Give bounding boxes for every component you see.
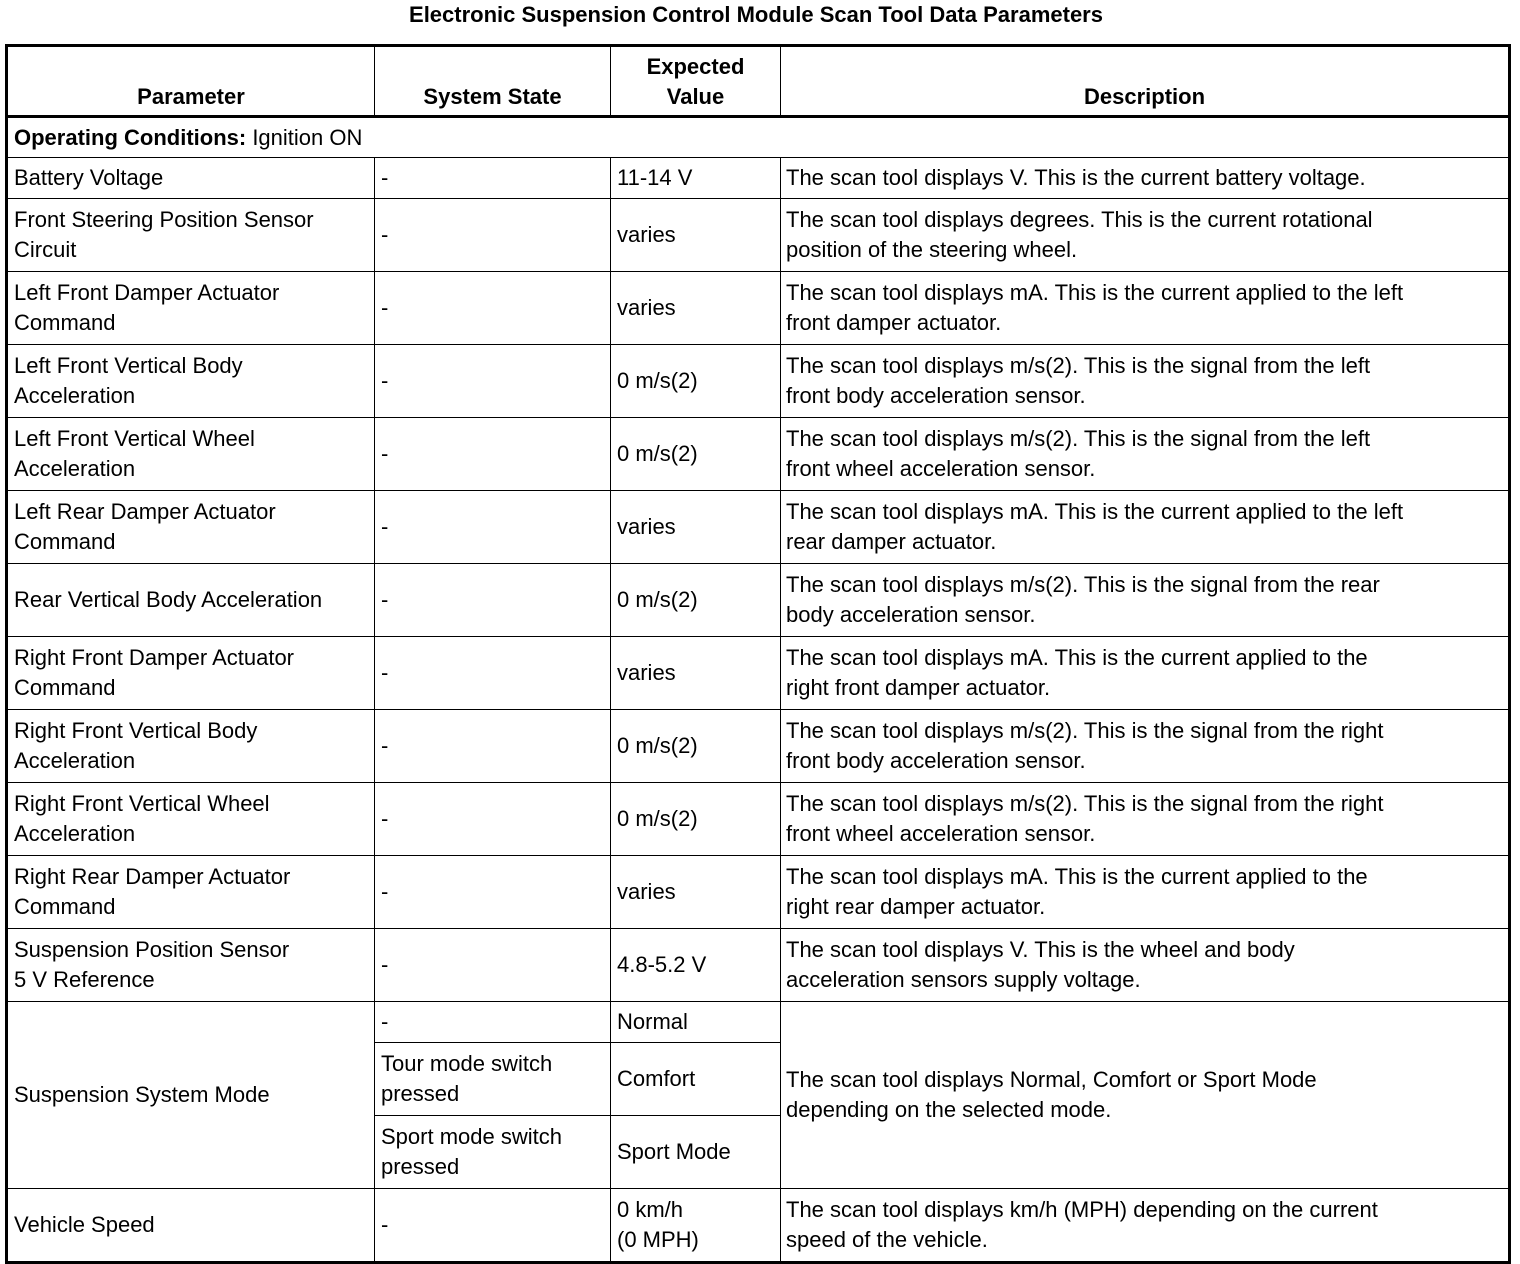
- parameter-cell: Battery Voltage: [7, 158, 375, 199]
- description-line: right rear damper actuator.: [786, 894, 1046, 919]
- table-row: [7, 345, 1510, 418]
- value-cell: varies: [611, 856, 781, 929]
- description-cell: [781, 637, 1510, 710]
- state-cell: -: [375, 158, 611, 199]
- parameter-cell: [7, 783, 375, 856]
- table-row: [7, 710, 1510, 783]
- parameter-line: Acceleration: [14, 821, 136, 846]
- value-line: (0 MPH): [617, 1227, 699, 1252]
- table-row: [7, 491, 1510, 564]
- description-line: The scan tool displays m/s(2). This is the signal from the left: [786, 426, 1371, 451]
- parameter-line: Command: [14, 529, 116, 554]
- table-row: [7, 564, 1510, 637]
- value-cell: 0 m/s(2): [611, 418, 781, 491]
- parameter-cell: [7, 710, 375, 783]
- parameter-line: Right Front Vertical Body: [14, 718, 258, 743]
- value-cell: 11-14 V: [611, 158, 781, 199]
- header-system-state: System State: [375, 46, 611, 117]
- state-cell: -: [375, 199, 611, 272]
- description-cell: [781, 1002, 1510, 1189]
- state-line: Sport mode switch: [381, 1124, 562, 1149]
- description-cell: [781, 418, 1510, 491]
- parameter-line: Right Front Damper Actuator: [14, 645, 295, 670]
- value-cell: 0 m/s(2): [611, 710, 781, 783]
- description-line: The scan tool displays m/s(2). This is the signal from the rear: [786, 572, 1380, 597]
- header-expected-line2: Value: [666, 84, 725, 109]
- description-cell: [781, 345, 1510, 418]
- parameter-cell: [7, 272, 375, 345]
- description-line: The scan tool displays mA. This is the current applied to the: [786, 864, 1368, 889]
- description-cell: [781, 856, 1510, 929]
- state-line: pressed: [381, 1154, 460, 1179]
- parameter-line: Right Rear Damper Actuator: [14, 864, 291, 889]
- description-line: right front damper actuator.: [786, 675, 1051, 700]
- parameter-line: Command: [14, 675, 116, 700]
- description-line: The scan tool displays m/s(2). This is the signal from the right: [786, 791, 1384, 816]
- description-line: The scan tool displays Normal, Comfort or Sport Mode: [786, 1067, 1317, 1092]
- header-row: [7, 46, 1510, 117]
- table-row: [7, 783, 1510, 856]
- table-row-vehicle-speed: [7, 1189, 1510, 1263]
- description-cell: [781, 783, 1510, 856]
- value-cell: Sport Mode: [611, 1116, 781, 1189]
- description-line: body acceleration sensor.: [786, 602, 1036, 627]
- value-cell: Comfort: [611, 1043, 781, 1116]
- operating-conditions-cell: [7, 117, 1510, 158]
- parameter-line: Circuit: [14, 237, 77, 262]
- parameter-cell: [7, 637, 375, 710]
- state-cell: [375, 1043, 611, 1116]
- parameter-line: Left Front Vertical Body: [14, 353, 243, 378]
- description-line: front damper actuator.: [786, 310, 1002, 335]
- value-cell: 0 m/s(2): [611, 564, 781, 637]
- description-line: position of the steering wheel.: [786, 237, 1078, 262]
- state-cell: -: [375, 710, 611, 783]
- operating-conditions-value: Ignition ON: [246, 124, 363, 150]
- table-row: [7, 199, 1510, 272]
- description-line: front wheel acceleration sensor.: [786, 821, 1096, 846]
- state-cell: -: [375, 564, 611, 637]
- parameter-cell: [7, 491, 375, 564]
- value-cell: varies: [611, 491, 781, 564]
- description-line: rear damper actuator.: [786, 529, 997, 554]
- value-cell: varies: [611, 199, 781, 272]
- state-cell: -: [375, 929, 611, 1002]
- scan-tool-data-table: [5, 44, 1511, 1264]
- description-line: The scan tool displays mA. This is the current applied to the left: [786, 499, 1404, 524]
- table-row: [7, 856, 1510, 929]
- state-cell: -: [375, 491, 611, 564]
- parameter-cell: [7, 856, 375, 929]
- parameter-cell: [7, 199, 375, 272]
- parameter-line: Acceleration: [14, 456, 136, 481]
- state-line: pressed: [381, 1081, 460, 1106]
- state-cell: -: [375, 345, 611, 418]
- parameter-line: Command: [14, 310, 116, 335]
- description-line: The scan tool displays degrees. This is the current rotational: [786, 207, 1373, 232]
- description-line: front body acceleration sensor.: [786, 748, 1086, 773]
- description-line: depending on the selected mode.: [786, 1097, 1112, 1122]
- description-line: front wheel acceleration sensor.: [786, 456, 1096, 481]
- state-cell: -: [375, 637, 611, 710]
- data-table-container: [5, 44, 1508, 1264]
- parameter-cell: [7, 418, 375, 491]
- value-cell: 0 m/s(2): [611, 345, 781, 418]
- parameter-line: Suspension Position Sensor: [14, 937, 290, 962]
- parameter-cell: Suspension System Mode: [7, 1002, 375, 1189]
- description-line: The scan tool displays km/h (MPH) depending on the current: [786, 1197, 1378, 1222]
- parameter-line: Command: [14, 894, 116, 919]
- description-cell: [781, 272, 1510, 345]
- parameter-line: Left Front Damper Actuator: [14, 280, 280, 305]
- parameter-line: Left Rear Damper Actuator: [14, 499, 276, 524]
- parameter-line: Left Front Vertical Wheel: [14, 426, 255, 451]
- description-cell: [781, 564, 1510, 637]
- parameter-cell: [7, 345, 375, 418]
- description-cell: [781, 199, 1510, 272]
- table-row: [7, 929, 1510, 1002]
- value-cell: Normal: [611, 1002, 781, 1043]
- description-cell: [781, 710, 1510, 783]
- parameter-cell: Rear Vertical Body Acceleration: [7, 564, 375, 637]
- state-cell: [375, 1116, 611, 1189]
- table-row: [7, 637, 1510, 710]
- description-cell: [781, 929, 1510, 1002]
- description-line: The scan tool displays m/s(2). This is the signal from the left: [786, 353, 1371, 378]
- state-cell: -: [375, 418, 611, 491]
- state-cell: -: [375, 1189, 611, 1263]
- state-line: Tour mode switch: [381, 1051, 553, 1076]
- header-expected-value: [611, 46, 781, 117]
- parameter-line: Right Front Vertical Wheel: [14, 791, 270, 816]
- description-line: The scan tool displays V. This is the wheel and body: [786, 937, 1295, 962]
- state-cell: -: [375, 272, 611, 345]
- value-cell: 0 m/s(2): [611, 783, 781, 856]
- parameter-cell: Vehicle Speed: [7, 1189, 375, 1263]
- description-line: The scan tool displays mA. This is the current applied to the: [786, 645, 1368, 670]
- parameter-line: Acceleration: [14, 748, 136, 773]
- table-row-suspension-mode: [7, 1002, 1510, 1043]
- value-cell: varies: [611, 637, 781, 710]
- value-cell: varies: [611, 272, 781, 345]
- description-cell: The scan tool displays V. This is the current battery voltage.: [781, 158, 1510, 199]
- description-line: The scan tool displays mA. This is the current applied to the left: [786, 280, 1404, 305]
- operating-conditions-row: [7, 117, 1510, 158]
- description-line: acceleration sensors supply voltage.: [786, 967, 1141, 992]
- table-row: [7, 158, 1510, 199]
- header-expected-line1: Expected: [646, 54, 745, 79]
- table-row: [7, 418, 1510, 491]
- parameter-line: 5 V Reference: [14, 967, 155, 992]
- parameter-cell: [7, 929, 375, 1002]
- value-line: 0 km/h: [617, 1197, 684, 1222]
- header-parameter: Parameter: [7, 46, 375, 117]
- value-cell: 4.8-5.2 V: [611, 929, 781, 1002]
- description-line: front body acceleration sensor.: [786, 383, 1086, 408]
- header-description: Description: [781, 46, 1510, 117]
- description-line: The scan tool displays m/s(2). This is the signal from the right: [786, 718, 1384, 743]
- operating-conditions-label: Operating Conditions:: [14, 124, 247, 150]
- description-cell: [781, 491, 1510, 564]
- value-cell: [611, 1189, 781, 1263]
- description-cell: [781, 1189, 1510, 1263]
- page-title: Electronic Suspension Control Module Scan Tool Data Parameters: [409, 2, 1103, 27]
- state-cell: -: [375, 783, 611, 856]
- state-cell: -: [375, 1002, 611, 1043]
- parameter-line: Acceleration: [14, 383, 136, 408]
- state-cell: -: [375, 856, 611, 929]
- table-row: [7, 272, 1510, 345]
- parameter-line: Front Steering Position Sensor: [14, 207, 314, 232]
- description-line: speed of the vehicle.: [786, 1227, 988, 1252]
